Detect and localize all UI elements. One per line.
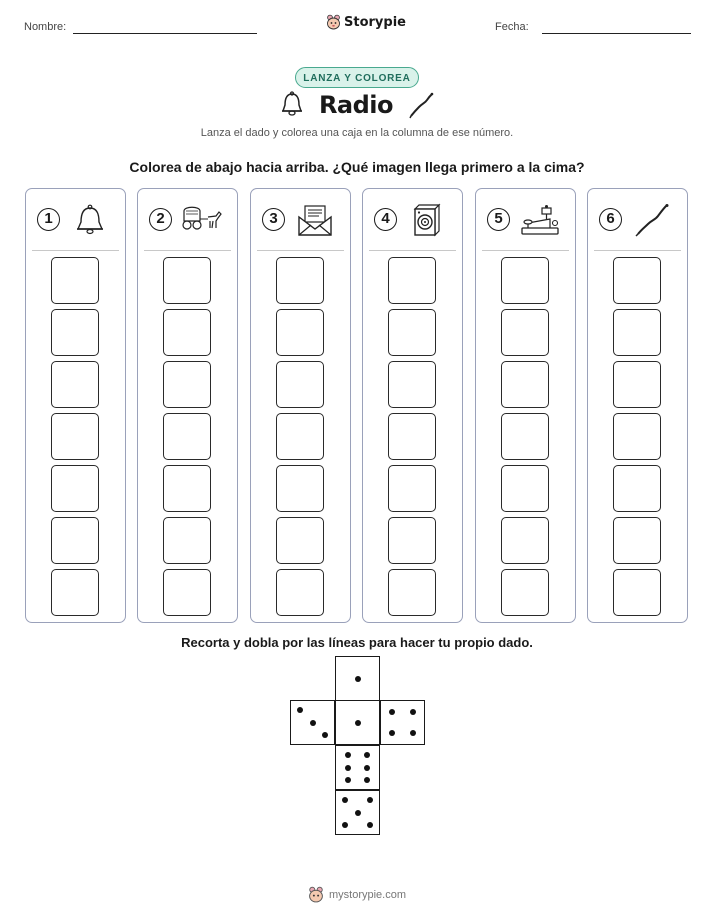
color-box[interactable] (51, 517, 99, 564)
die-pip (364, 752, 370, 758)
color-box[interactable] (163, 569, 211, 616)
speaker-icon (407, 203, 447, 237)
color-box[interactable] (276, 517, 324, 564)
antenna-wire-icon (632, 203, 672, 237)
column-number: 4 (374, 208, 397, 231)
color-box[interactable] (51, 413, 99, 460)
color-box[interactable] (388, 569, 436, 616)
column-5 (475, 188, 576, 623)
color-box[interactable] (388, 257, 436, 304)
date-label: Fecha: (495, 21, 529, 33)
cut-instruction: Recorta y dobla por las líneas para hacer tu propio dado. (181, 635, 533, 650)
die-pip (345, 777, 351, 783)
color-box[interactable] (276, 465, 324, 512)
name-label: Nombre: (24, 21, 67, 33)
column-4 (362, 188, 463, 623)
color-box[interactable] (388, 413, 436, 460)
die-pip (410, 709, 416, 715)
die-face-back (335, 790, 380, 835)
column-number: 6 (599, 208, 622, 231)
die-pip (389, 709, 395, 715)
color-box[interactable] (501, 257, 549, 304)
color-box[interactable] (501, 309, 549, 356)
die-pip (355, 720, 361, 726)
column-divider (594, 250, 681, 251)
column-divider (144, 250, 231, 251)
color-box[interactable] (276, 413, 324, 460)
stagecoach-icon (182, 203, 222, 237)
color-box[interactable] (613, 309, 661, 356)
bell-icon (279, 91, 305, 119)
die-pip (345, 752, 351, 758)
name-line[interactable] (73, 33, 257, 34)
die-pip (410, 730, 416, 736)
die-pip (310, 720, 316, 726)
die-pip (364, 765, 370, 771)
die-pip (342, 797, 348, 803)
column-number: 3 (262, 208, 285, 231)
die-pip (355, 676, 361, 682)
color-box[interactable] (388, 309, 436, 356)
die-face-right (380, 700, 425, 745)
column-3 (250, 188, 351, 623)
die-pip (355, 810, 361, 816)
color-box[interactable] (501, 465, 549, 512)
color-box[interactable] (276, 257, 324, 304)
color-box[interactable] (501, 569, 549, 616)
color-box[interactable] (388, 361, 436, 408)
color-box[interactable] (388, 465, 436, 512)
color-box[interactable] (276, 309, 324, 356)
activity-badge: LANZA Y COLOREA (295, 67, 419, 88)
telegraph-key-icon (520, 203, 560, 237)
color-box[interactable] (51, 257, 99, 304)
die-pip (322, 732, 328, 738)
column-6 (587, 188, 688, 623)
color-box[interactable] (163, 465, 211, 512)
brand-name: Storypie (344, 14, 406, 30)
color-box[interactable] (163, 257, 211, 304)
color-box[interactable] (613, 257, 661, 304)
color-box[interactable] (276, 361, 324, 408)
color-box[interactable] (163, 413, 211, 460)
die-pip (367, 822, 373, 828)
column-divider (369, 250, 456, 251)
color-box[interactable] (613, 517, 661, 564)
column-number: 2 (149, 208, 172, 231)
color-box[interactable] (613, 413, 661, 460)
die-face-left (290, 700, 335, 745)
color-box[interactable] (613, 465, 661, 512)
color-box[interactable] (51, 569, 99, 616)
mascot-icon (308, 886, 324, 903)
envelope-icon (295, 203, 335, 237)
date-line[interactable] (542, 33, 691, 34)
color-box[interactable] (163, 517, 211, 564)
column-divider (32, 250, 119, 251)
footer-url[interactable]: mystorypie.com (328, 888, 407, 901)
die-face-top (335, 656, 380, 701)
color-box[interactable] (276, 569, 324, 616)
color-box[interactable] (501, 361, 549, 408)
die-pip (345, 765, 351, 771)
color-box[interactable] (501, 517, 549, 564)
column-number: 5 (487, 208, 510, 231)
footer (0, 886, 714, 903)
die-pip (367, 797, 373, 803)
column-divider (257, 250, 344, 251)
die-pip (389, 730, 395, 736)
color-box[interactable] (51, 465, 99, 512)
page-title: Radio (318, 91, 394, 119)
color-box[interactable] (613, 569, 661, 616)
color-box[interactable] (163, 309, 211, 356)
die-face-bottom (335, 745, 380, 790)
color-box[interactable] (388, 517, 436, 564)
color-box[interactable] (613, 361, 661, 408)
antenna-wire-icon (407, 91, 435, 119)
color-box[interactable] (51, 361, 99, 408)
mascot-icon (326, 14, 341, 30)
column-1 (25, 188, 126, 623)
instruction: Colorea de abajo hacia arriba. ¿Qué imagen llega primero a la cima? (129, 159, 585, 175)
column-number: 1 (37, 208, 60, 231)
color-box[interactable] (163, 361, 211, 408)
die-pip (364, 777, 370, 783)
brand-logo (326, 14, 406, 30)
column-2 (137, 188, 238, 623)
column-divider (482, 250, 569, 251)
die-pip (297, 707, 303, 713)
color-box[interactable] (51, 309, 99, 356)
title-row (0, 91, 714, 119)
subtitle: Lanza el dado y colorea una caja en la columna de ese número. (200, 127, 514, 139)
die-pip (342, 822, 348, 828)
bell-icon (70, 203, 110, 237)
color-box[interactable] (501, 413, 549, 460)
die-face-center (335, 700, 380, 745)
